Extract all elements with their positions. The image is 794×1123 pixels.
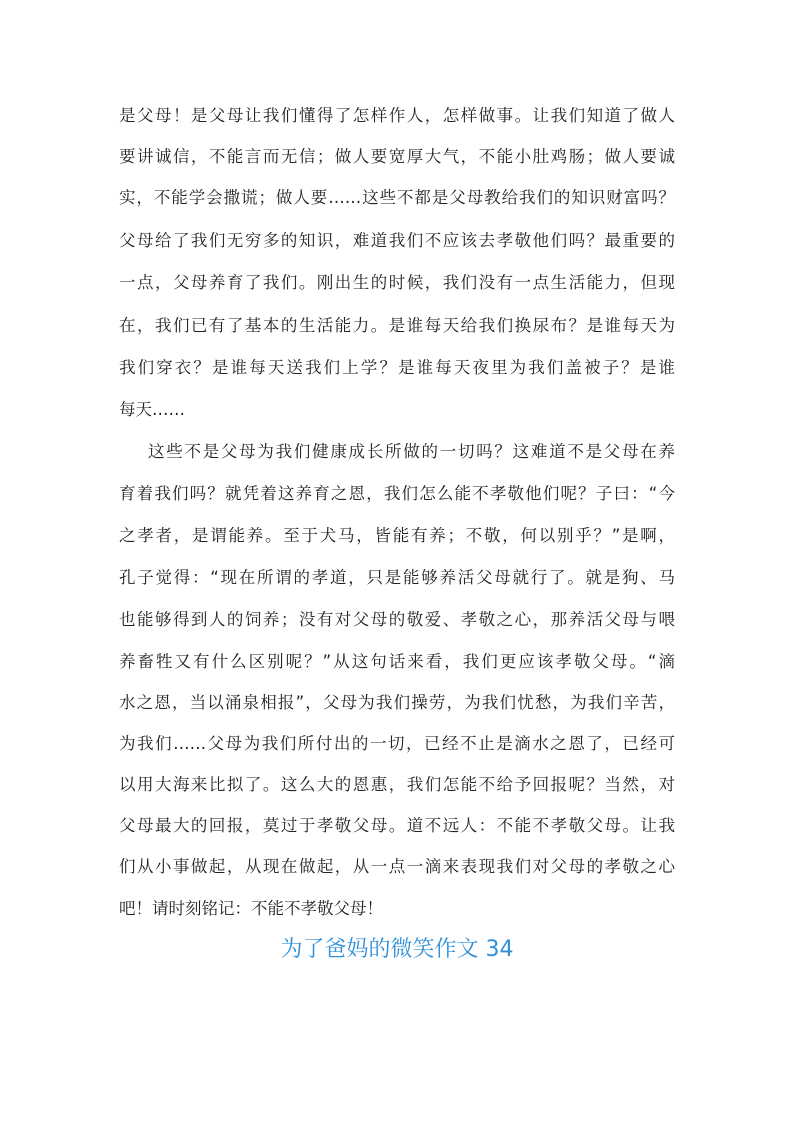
paragraph-2-line: 吧！请时刻铭记：不能不孝敬父母！ <box>119 899 383 918</box>
paragraph-2-line: 育着我们吗？就凭着这养育之恩，我们怎么能不孝敬他们呢？子曰：“今 <box>119 484 675 503</box>
paragraph-1-line: 在，我们已有了基本的生活能力。是谁每天给我们换尿布？是谁每天为 <box>119 316 675 335</box>
section-heading: 为了爸妈的微笑作文 34 <box>280 937 514 962</box>
paragraph-1-line: 我们穿衣？是谁每天送我们上学？是谁每天夜里为我们盖被子？是谁 <box>119 358 675 377</box>
paragraph-2-line: 为我们……父母为我们所付出的一切，已经不止是滴水之恩了，已经可 <box>119 734 675 753</box>
paragraph-1-line: 父母给了我们无穷多的知识，难道我们不应该去孝敬他们吗？最重要的 <box>119 231 675 250</box>
paragraph-2-line: 父母最大的回报，莫过于孝敬父母。道不远人：不能不孝敬父母。让我 <box>119 816 675 835</box>
paragraph-2-line: 孔子觉得：“现在所谓的孝道，只是能够养活父母就行了。就是狗、马 <box>119 568 675 587</box>
paragraph-2-line: 这些不是父母为我们健康成长所做的一切吗？这难道不是父母在养 <box>148 442 675 461</box>
paragraph-2-line: 水之恩，当以涌泉相报”，父母为我们操劳，为我们忧愁，为我们辛苦， <box>119 693 675 712</box>
paragraph-1-line: 是父母！是父母让我们懂得了怎样作人，怎样做事。让我们知道了做人 <box>119 106 675 125</box>
paragraph-2-line: 之孝者，是谓能养。至于犬马，皆能有养；不敬，何以别乎？”是啊， <box>119 526 675 545</box>
paragraph-1-line: 每天…… <box>119 400 185 419</box>
paragraph-2-line: 养畜牲又有什么区别呢？”从这句话来看，我们更应该孝敬父母。“滴 <box>119 652 675 671</box>
paragraph-1-line: 一点，父母养育了我们。刚出生的时候，我们没有一点生活能力，但现 <box>119 273 675 292</box>
paragraph-2-line: 们从小事做起，从现在做起，从一点一滴来表现我们对父母的孝敬之心 <box>119 857 675 876</box>
paragraph-1-line: 要讲诚信，不能言而无信；做人要宽厚大气，不能小肚鸡肠；做人要诚 <box>119 147 675 166</box>
paragraph-1-line: 实，不能学会撒谎；做人要……这些不都是父母教给我们的知识财富吗？ <box>119 188 675 207</box>
paragraph-2-line: 以用大海来比拟了。这么大的恩惠，我们怎能不给予回报呢？当然，对 <box>119 775 675 794</box>
paragraph-2-line: 也能够得到人的饲养；没有对父母的敬爱、孝敬之心，那养活父母与喂 <box>119 610 675 629</box>
